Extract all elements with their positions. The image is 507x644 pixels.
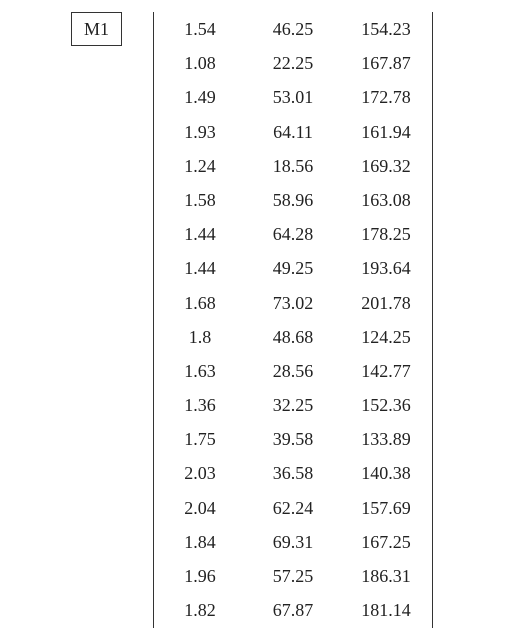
- table-cell: 1.36: [184, 395, 216, 416]
- table-cell: 133.89: [361, 429, 411, 450]
- table-cell: 67.87: [272, 600, 314, 621]
- table-row: [154, 46, 432, 80]
- table-cell: 1.75: [184, 429, 216, 450]
- table-cell: 167.25: [361, 531, 411, 552]
- table-row: [154, 354, 432, 388]
- table-cell: 178.25: [361, 224, 411, 245]
- table-cell: 64.28: [272, 224, 314, 245]
- table-row: [154, 12, 432, 46]
- table-cell: 193.64: [361, 258, 411, 279]
- table-row: [154, 456, 432, 490]
- data-table: [154, 12, 432, 627]
- table-cell: 1.96: [184, 566, 216, 586]
- table-cell: 58.96: [272, 189, 314, 210]
- table-row: [154, 491, 432, 525]
- table-cell: 62.24: [272, 497, 314, 518]
- table-cell: 161.94: [361, 121, 411, 142]
- table-cell: 1.82: [184, 600, 216, 621]
- table-cell: 48.68: [272, 326, 314, 347]
- table-cell: 152.36: [361, 395, 411, 416]
- table-row: [154, 422, 432, 456]
- table-cell: 201.78: [361, 292, 411, 313]
- table-cell: 181.14: [361, 600, 411, 621]
- table-cell: 1.8: [188, 326, 212, 347]
- table-cell: 22.25: [272, 53, 314, 74]
- table-cell: 163.08: [361, 189, 411, 210]
- table-row: [154, 559, 432, 593]
- table-row: [154, 149, 432, 183]
- table-cell: 140.38: [361, 463, 411, 484]
- table-cell: 167.87: [361, 53, 411, 74]
- table-cell: 1.44: [184, 224, 216, 245]
- table-cell: 186.31: [361, 566, 411, 586]
- table-cell: 64.11: [273, 121, 313, 142]
- table-cell: 18.56: [272, 155, 314, 176]
- table-row: [154, 286, 432, 320]
- table-cell: 1.63: [184, 360, 216, 381]
- table-cell: 1.58: [184, 189, 216, 210]
- table-row: [154, 183, 432, 217]
- table-cell: 2.04: [184, 497, 216, 518]
- table-cell: 39.58: [272, 429, 314, 450]
- table-row: [154, 80, 432, 114]
- table-cell: 157.69: [361, 497, 411, 518]
- table-row: [154, 251, 432, 285]
- table-cell: 142.77: [361, 360, 411, 381]
- table-row: [154, 525, 432, 559]
- table-cell: 1.84: [184, 531, 216, 552]
- table-cell: 154.23: [361, 19, 411, 39]
- table-row: [154, 388, 432, 422]
- table-cell: 1.68: [184, 292, 216, 313]
- table-cell: 53.01: [272, 87, 314, 108]
- table-cell: 32.25: [272, 395, 314, 416]
- table-row: [154, 217, 432, 251]
- table-cell: 73.02: [272, 292, 314, 313]
- table-cell: 124.25: [361, 326, 411, 347]
- table-row: [154, 115, 432, 149]
- table-cell: 57.25: [272, 566, 314, 586]
- table-cell: 169.32: [361, 155, 411, 176]
- table-cell: 1.08: [184, 53, 216, 74]
- table-cell: 28.56: [272, 360, 314, 381]
- table-cell: 1.54: [184, 19, 216, 39]
- table-row: [154, 593, 432, 627]
- table-cell: 49.25: [272, 258, 314, 279]
- table-cell: 1.44: [184, 258, 216, 279]
- table-row: [154, 320, 432, 354]
- table-cell: 2.03: [184, 463, 216, 484]
- right-table-rule: [432, 12, 433, 628]
- table-cell: 69.31: [272, 531, 314, 552]
- table-cell: 1.24: [184, 155, 216, 176]
- table-cell: 1.49: [184, 87, 216, 108]
- table-cell: 172.78: [361, 87, 411, 108]
- table-cell: 46.25: [272, 19, 314, 39]
- row-label-box: M1: [71, 12, 122, 46]
- table-cell: 1.93: [184, 121, 216, 142]
- table-cell: 36.58: [272, 463, 314, 484]
